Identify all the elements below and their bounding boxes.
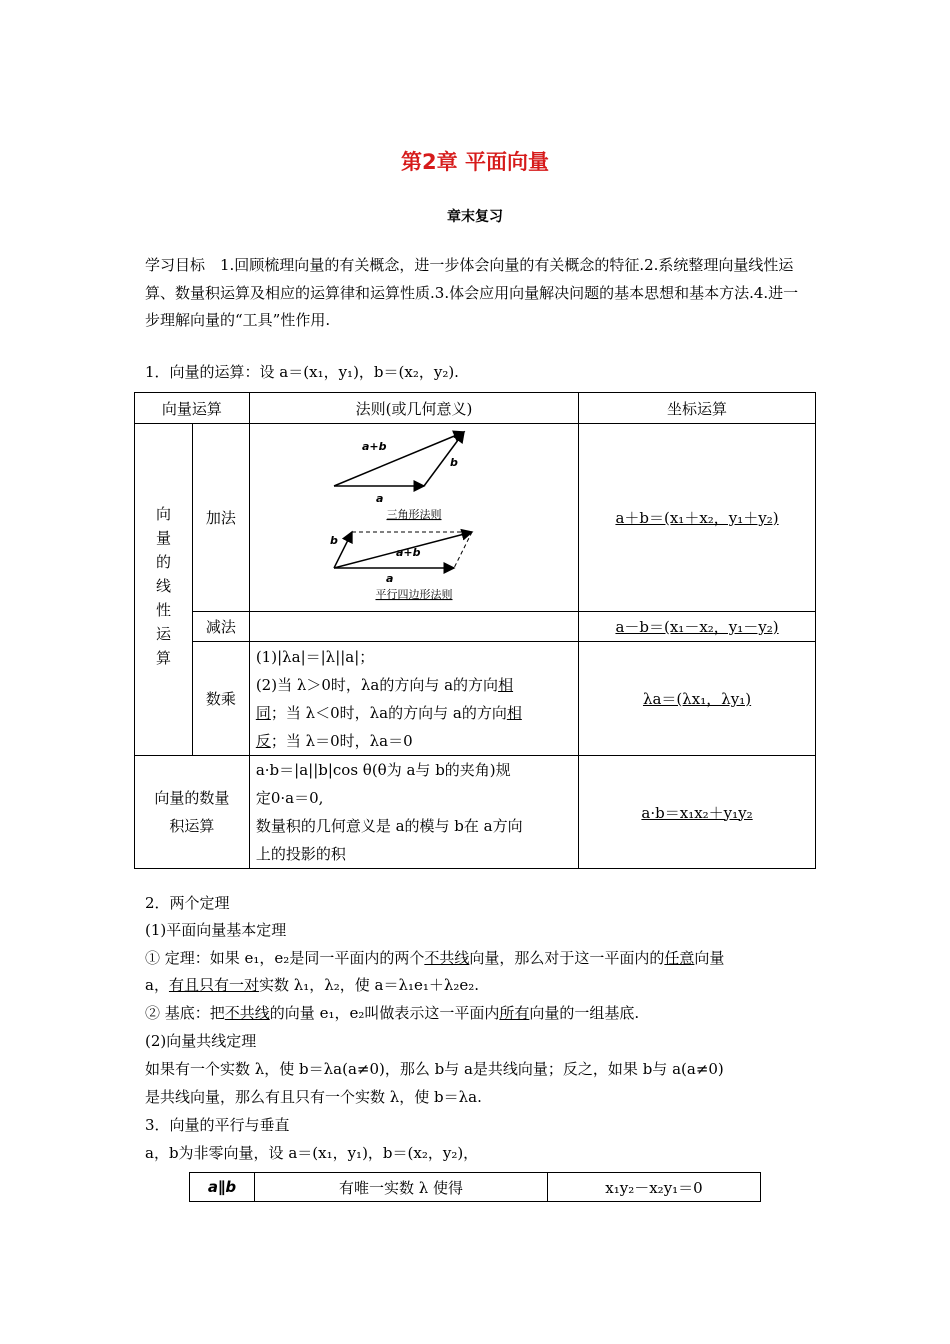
parallelogram-label-a: a — [385, 571, 394, 585]
scalar-multiplication-rule: (1)|λa|＝|λ||a|； (2)当 λ＞0时，λa的方向与 a的方向相 同；当 λ＜0时，λa的方向与 a的方向相 反；当 λ＝0时，λa＝0 — [249, 642, 578, 756]
triangle-label-a-plus-b: a+b — [361, 439, 387, 453]
triangle-label-b: b — [449, 455, 458, 469]
vector-addition-diagram — [314, 428, 514, 604]
page-subtitle: 章末复习 — [447, 209, 503, 225]
learning-objectives: 学习目标 1.回顾梳理向量的有关概念，进一步体会向量的有关概念的特征.2.系统整理向量线性运算、数量积运算及相应的运算律和运算性质.3.体会应用向量解决问题的基本思想和基本方法.4.进一步理解向量的“工具”性作用. — [145, 256, 799, 329]
header-rule: 法则(或几何意义) — [249, 393, 578, 424]
parallel-condition-cell: 有唯一实数 λ 使得 — [255, 1173, 548, 1202]
collinear-theorem-heading: (2)向量共线定理 — [145, 1032, 257, 1050]
section-1-heading: 1．向量的运算：设 a＝(x₁，y₁)，b＝(x₂，y₂). — [145, 363, 459, 381]
addition-rule — [249, 424, 578, 612]
addition-label: 加法 — [192, 424, 249, 612]
dot-product-coordinate: a·b＝x₁x₂＋y₁y₂ — [579, 756, 816, 869]
dot-product-rule: a·b＝|a||b|cos θ(θ为 a与 b的夹角)规 定0·a＝0, 数量积的几何意义是 a的模与 b在 a方向 上的投影的积 — [249, 756, 578, 869]
addition-coordinate: a＋b＝(x₁＋x₂，y₁＋y₂) — [579, 424, 816, 612]
triangle-rule-diagram — [334, 432, 464, 521]
subtraction-label: 减法 — [192, 612, 249, 642]
basic-theorem-heading: (1)平面向量基本定理 — [145, 921, 287, 939]
dot-product-label: 向量的数量积运算 — [135, 756, 250, 869]
page-title: 第2章 平面向量 — [401, 150, 549, 174]
section-3-heading: 3．向量的平行与垂直 — [145, 1116, 290, 1134]
header-coordinate: 坐标运算 — [579, 393, 816, 424]
subtraction-rule — [249, 612, 578, 642]
triangle-label-a: a — [375, 491, 384, 505]
basis-definition: ② 基底：把不共线的向量 e₁，e₂叫做表示这一平面内所有向量的一组基底. — [145, 1004, 640, 1022]
scalar-multiplication-coordinate: λa＝(λx₁，λy₁) — [579, 642, 816, 756]
basic-theorem-statement: ① 定理：如果 e₁，e₂是同一平面内的两个不共线向量，那么对于这一平面内的任意向量 — [145, 949, 725, 967]
parallelogram-rule-caption: 平行四边形法则 — [375, 587, 453, 601]
triangle-rule-caption: 三角形法则 — [386, 507, 442, 521]
section-3-intro: a，b为非零向量，设 a＝(x₁，y₁)，b＝(x₂，y₂)， — [145, 1144, 479, 1162]
collinear-theorem-line2: 是共线向量，那么有且只有一个实数 λ，使 b＝λa. — [145, 1088, 482, 1106]
vector-operations-table — [134, 392, 816, 869]
parallel-coordinate-cell: x₁y₂－x₂y₁＝0 — [548, 1173, 761, 1202]
parallel-perpendicular-table — [189, 1172, 761, 1202]
scalar-multiplication-label: 数乘 — [192, 642, 249, 756]
subtraction-coordinate: a－b＝(x₁－x₂，y₁－y₂) — [579, 612, 816, 642]
parallelogram-rule-diagram — [330, 532, 472, 601]
linear-operation-label: 向量的线性运算 — [153, 505, 172, 674]
parallel-symbol-cell: a∥b — [190, 1173, 255, 1202]
header-operation: 向量运算 — [135, 393, 250, 424]
parallelogram-label-b: b — [329, 533, 338, 547]
collinear-theorem-line1: 如果有一个实数 λ，使 b＝λa(a≠0)，那么 b与 a是共线向量；反之，如果 b与 a(a≠0) — [145, 1060, 724, 1078]
basic-theorem-statement-cont: a，有且只有一对实数 λ₁，λ₂，使 a＝λ₁e₁＋λ₂e₂. — [145, 976, 480, 994]
parallelogram-label-a-plus-b: a+b — [395, 545, 421, 559]
section-2-heading: 2．两个定理 — [145, 894, 230, 912]
